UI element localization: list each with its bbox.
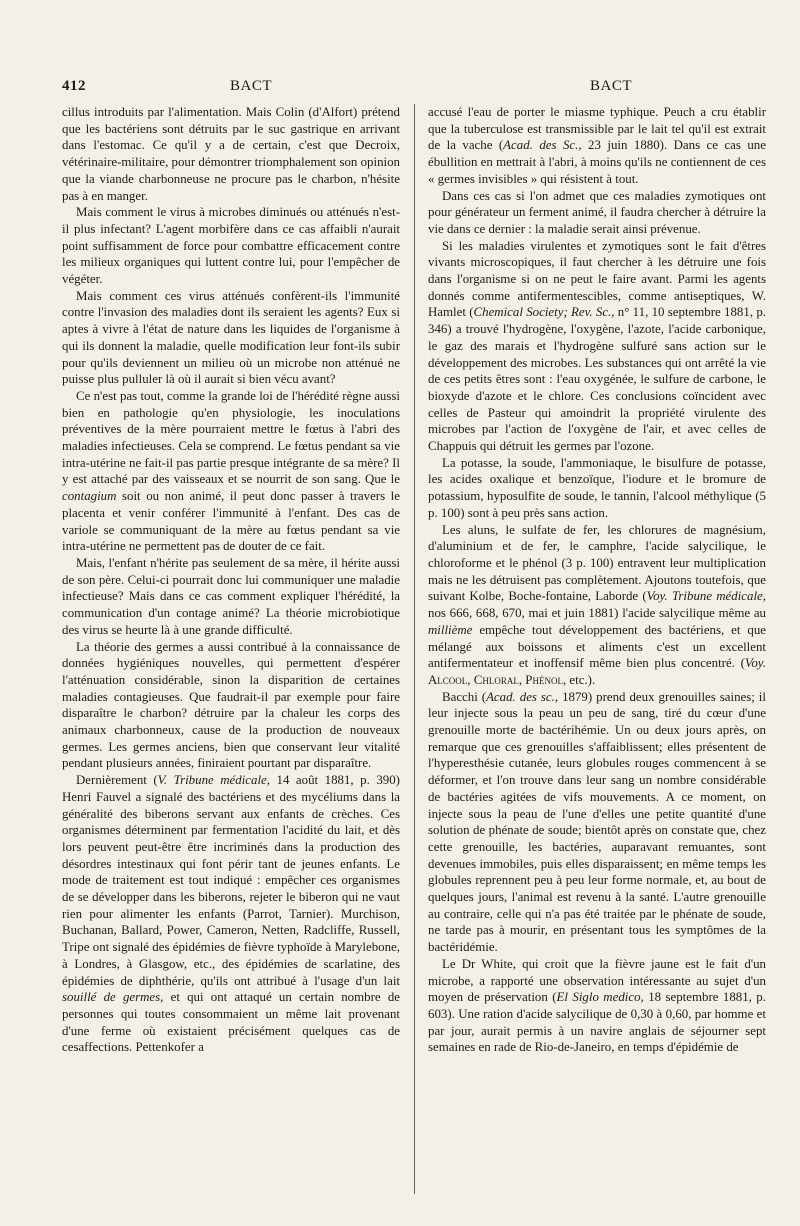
paragraph: Si les maladies virulentes et zymotiques sont le fait d'êtres vivants microscopiques, il faut chercher à les détruire une fois dans l'organisme si on ne peut le faire avant. Parmi les agents donnés comme antifermentescibles, comme antiseptiques, W. Hamlet (Chemical Society; Rev. Sc., n° 11, 10 septembre 1881, p. 346) a trouvé l'hydrogène, l'oxygène, l'azote, l'acide carbonique, le gaz des marais et l'hydrogène sulfuré sans action sur le développement des microbes. Les substances qui ont arrêté la vie de ces petits êtres sont : l'eau oxygénée, le sulfure de carbone, le bioxyde d'azote et le chlore. Ces conclusions coïncident avec celles de Pasteur qui amoindrit la propriété virulente des microbes par l'action de l'oxygène de l'air, et avec celles de Chappuis qui détruit les germes par l'ozone.: [428, 238, 766, 454]
paragraph: La théorie des germes a aussi contribué à la connaissance de données hygiéniques nouvelles, qui permettent d'espérer l'atténuation considérable, sinon la disparition de certaines maladies contagieuses. Que faudrait-il par exemple pour faire disparaître le charbon? détruire par la chaleur les corps des animaux charbonneux, cause de la production de nouveaux germes. Les germes anciens, bien que conservant leur vitalité pendant plusieurs années, finiraient pourtant par disparaître.: [62, 639, 400, 771]
citation: Voy. Tribune médicale,: [646, 589, 766, 604]
citation: Acad. des Sc.,: [503, 138, 582, 153]
cross-reference-terms: Alcool, Chloral, Phénol,: [428, 672, 567, 687]
paragraph: Ce n'est pas tout, comme la grande loi de l'hérédité règne aussi bien en pathologie qu'en physiologie, les inoculations préventives de la mère pourraient mettre le fœtus à l'abri des maladies infectieuses. Cela se comprend. Le fœtus pendant sa vie intra-utérine ne fait-il pas partie presque intégrante de sa mère? Il y est attaché par des vaisseaux et se nourrit de son sang. Que le contagium soit ou non animé, il peut donc passer à travers le placenta et venir conférer l'immunité à l'enfant. Des cas de variole se communiquant de la mère au fœtus pendant sa vie intra-utérine ne permettent pas de douter de ce fait.: [62, 388, 400, 554]
citation: Chemical Society; Rev. Sc.,: [473, 305, 615, 320]
paragraph: Les aluns, le sulfate de fer, les chlorures de magnésium, d'aluminium et de fer, le camphre, l'acide salycilique, le chloroforme et le phénol (3 p. 100) entravent leur multiplication mais ne les détruisent pas complètement. Ajoutons toutefois, que suivant Kolbe, Boche-fontaine, Laborde (Voy. Tribune médicale, nos 666, 668, 670, mai et juin 1881) l'acide salycilique même au millième empêche tout développement des bactériens, et que mélangé aux boissons et aliments c'est un excellent antifermentateur et inoffensif même bien plus concentré. (Voy. Alcool, Chloral, Phénol, etc.).: [428, 522, 766, 687]
paragraph: Mais, l'enfant n'hérite pas seulement de sa mère, il hérite aussi de son père. Celui-ci pourrait donc lui communiquer une maladie infectieuse? Mais dans ce cas comment expliquer l'hérédité, la communication d'un contage animé? La théorie microbiotique des virus se heurte là à une grande difficulté.: [62, 555, 400, 637]
paragraph: Le Dr White, qui croit que la fièvre jaune est le fait d'un microbe, a rapporté une observation intéressante au sujet d'un moyen de préservation (El Siglo medico, 18 septembre 1881, p. 603). Une ration d'acide salycilique de 0,30 à 0,60, par homme et par jour, aurait permis à un navire anglais de séjourner sept semaines en rade de Rio-de-Janeiro, en temps d'épidémie de: [428, 956, 766, 1055]
italic-term: souillé de germes,: [62, 990, 164, 1005]
right-running-head: BACT: [590, 78, 633, 94]
cross-reference: Voy.: [744, 656, 766, 671]
page-header: [62, 78, 762, 100]
paragraph: cillus introduits par l'alimentation. Mais Colin (d'Alfort) prétend que les bactériens sont détruits par le suc gastrique en arrivant dans l'estomac. Ce qu'il y a de certain, c'est que Decroix, vétérinaire-militaire, pour démontrer triomphalement son opinion que la viande charbonneuse ne procure pas le charbon, n'hésite pas à en manger.: [62, 105, 400, 203]
left-column: [62, 104, 400, 1204]
paragraph: Mais comment le virus à microbes diminués ou atténués n'est-il plus infectant? L'agent morbifère dans ce cas affaibli n'aurait point suffisamment de force pour combattre efficacement contre les milieux organiques qui luttent contre lui, pour l'empêcher de végéter.: [62, 205, 400, 287]
italic-term: millième: [428, 622, 473, 637]
paragraph: La potasse, la soude, l'ammoniaque, le bisulfure de potasse, les acides oxalique et benzoïque, l'iodure et le bromure de potassium, hyposulfite de soude, le tannin, l'alcool méthylique (5 p. 100) sont à peu près sans action.: [428, 455, 766, 520]
paragraph: Dans ces cas si l'on admet que ces maladies zymotiques ont pour générateur un ferment animé, il faudra chercher à détruire la vie dans ce dernier : la maladie serait ainsi prévenue.: [428, 188, 766, 236]
citation: El Siglo medico,: [556, 990, 644, 1005]
column-divider: [414, 104, 415, 1194]
paragraph: Bacchi (Acad. des sc., 1879) prend deux grenouilles saines; il leur injecte sous la peau un peu de sang, tiré du cœur d'une grenouille morte de bactérihémie. Un ou deux jours après, on remarque que ces grenouilles s'affaiblissent; elles présentent de l'hyperesthésie cutanée, leurs globules rouges commencent à se déformer, et l'on trouve dans leur sang un nombre considérable de bactéries agitées de vifs mouvements. A ce moment, on injecte sous la peau de l'une d'elles une petite quantité d'une solution de phénate de soude; bientôt après on constate que, chez cette grenouille, les bactéries, auparavant remuantes, sont devenues immobiles, puis elles disparaissent; en même temps les globules reprennent peu à peu leur forme normale, et, au bout de quelques jours, l'animal est revenu à la santé. L'autre grenouille au contraire, celle qui n'a pas été traitée par le phénate de soude, ne tarde pas à mourir, en présentant tous les symptômes de la bactéridémie.: [428, 689, 766, 955]
paragraph: accusé l'eau de porter le miasme typhique. Peuch a cru établir que la tuberculose est transmissible par le lait tel qu'il est extrait de la vache (Acad. des Sc., 23 juin 1880). Dans ce cas une ébullition en mettrait à l'abri, à moins qu'ils ne contiennent de ces « germes invisibles » qui résistent à tout.: [428, 105, 766, 186]
citation: V. Tribune médicale,: [157, 773, 270, 788]
italic-term: contagium: [62, 489, 117, 504]
page-number: 412: [62, 78, 86, 94]
paragraph: Mais comment ces virus atténués confèrent-ils l'immunité contre l'invasion des maladies dont ils seraient les agents? Eux si aptes à vivre à l'état de nature dans les liquides de l'organisme à qui ils donnent la maladie, quelle modification leur font-ils subir pour qu'ils deviennent un milieu où un microbe non atténué ne puisse plus pulluler là où il aurait si bien vécu avant?: [62, 288, 400, 387]
paragraph: Dernièrement (V. Tribune médicale, 14 août 1881, p. 390) Henri Fauvel a signalé des bactériens et des mycéliums dans la généralité des biberons servant aux enfants de crèches. Ces organismes déterminent par fermentation l'acidité du lait, et dès lors peuvent peut-être être incriminés dans la production des désordres intestinaux qui font périr tant de jeunes enfants. Le mode de traitement est tout indiqué : empêcher ces organismes de se développer dans les biberons, rejeter le biberon qui ne vaut rien pour alimenter les enfants (Parrot, Tarnier). Murchison, Buchanan, Ballard, Power, Cameron, Netten, Radcliffe, Russell, Tripe ont signalé des épidémies de fièvre typhoïde à Marylebone, à Londres, à Glasgow, etc., des épidémies de scarlatine, des épidémies de diphthérie, qu'ils ont attribué à l'usage d'un lait souillé de germes, et qui ont attaqué un certain nombre de personnes qui toutes consommaient un même lait provenant d'une ferme où existaient précisément quelques cas de cesaffections. Pettenkofer a: [62, 773, 400, 1055]
left-running-head: BACT: [230, 78, 273, 94]
citation: Acad. des sc.,: [486, 689, 559, 704]
right-column: [428, 104, 766, 1204]
